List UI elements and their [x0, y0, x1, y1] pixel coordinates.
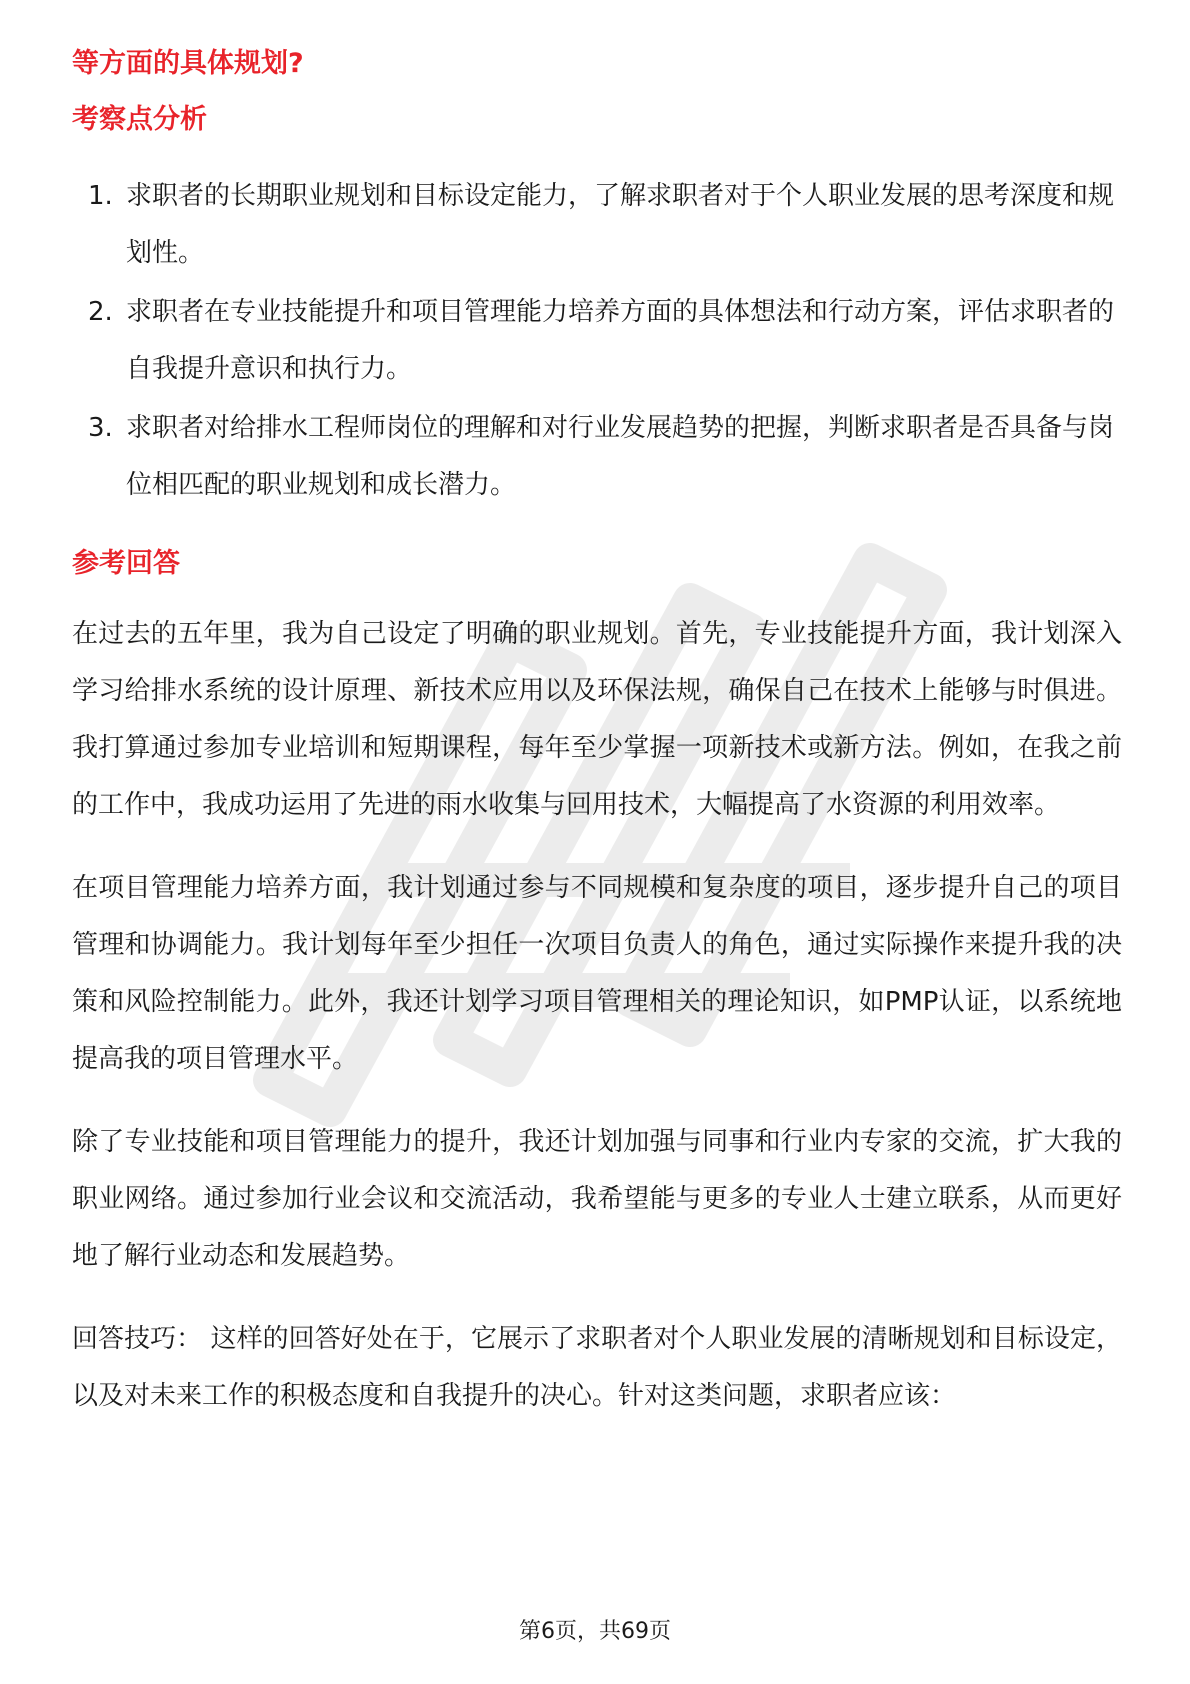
document-content: [72, 44, 1122, 1425]
list-item: [72, 168, 1122, 282]
list-item-text: 求职者对给排水工程师岗位的理解和对行业发展趋势的把握，判断求职者是否具备与岗位相匹配的职业规划和成长潜力。: [126, 413, 1115, 500]
list-item: [72, 400, 1122, 514]
list-item-text: 求职者在专业技能提升和项目管理能力培养方面的具体想法和行动方案，评估求职者的自我提升意识和执行力。: [126, 297, 1115, 384]
question-heading-tail: 等方面的具体规划?: [72, 48, 304, 79]
list-item-text: 求职者的长期职业规划和目标设定能力，了解求职者对于个人职业发展的思考深度和规划性。: [126, 181, 1115, 268]
page-number-footer: 第6页，共69页: [519, 1619, 671, 1644]
list-item: [72, 284, 1122, 398]
reference-answer-heading: 参考回答: [72, 548, 180, 579]
analysis-points-list: [72, 168, 1122, 514]
analysis-heading: 考察点分析: [72, 104, 207, 135]
answer-tips-paragraph: 回答技巧： 这样的回答好处在于，它展示了求职者对个人职业发展的清晰规划和目标设定，以及对未来工作的积极态度和自我提升的决心。针对这类问题，求职者应该：: [72, 1324, 1122, 1411]
list-number: 3.: [88, 413, 113, 443]
list-number: 2.: [88, 297, 113, 327]
answer-paragraph: 在过去的五年里，我为自己设定了明确的职业规划。首先，专业技能提升方面，我计划深入学习给排水系统的设计原理、新技术应用以及环保法规，确保自己在技术上能够与时俱进。我打算通过参加专业培训和短期课程，每年至少掌握一项新技术或新方法。例如，在我之前的工作中，我成功运用了先进的雨水收集与回用技术，大幅提高了水资源的利用效率。: [72, 619, 1122, 820]
answer-paragraph: 在项目管理能力培养方面，我计划通过参与不同规模和复杂度的项目，逐步提升自己的项目管理和协调能力。我计划每年至少担任一次项目负责人的角色，通过实际操作来提升我的决策和风险控制能力。此外，我还计划学习项目管理相关的理论知识，如PMP认证，以系统地提高我的项目管理水平。: [72, 873, 1122, 1074]
list-number: 1.: [88, 181, 113, 211]
answer-paragraph: 除了专业技能和项目管理能力的提升，我还计划加强与同事和行业内专家的交流，扩大我的职业网络。通过参加行业会议和交流活动，我希望能与更多的专业人士建立联系，从而更好地了解行业动态和发展趋势。: [72, 1127, 1122, 1271]
